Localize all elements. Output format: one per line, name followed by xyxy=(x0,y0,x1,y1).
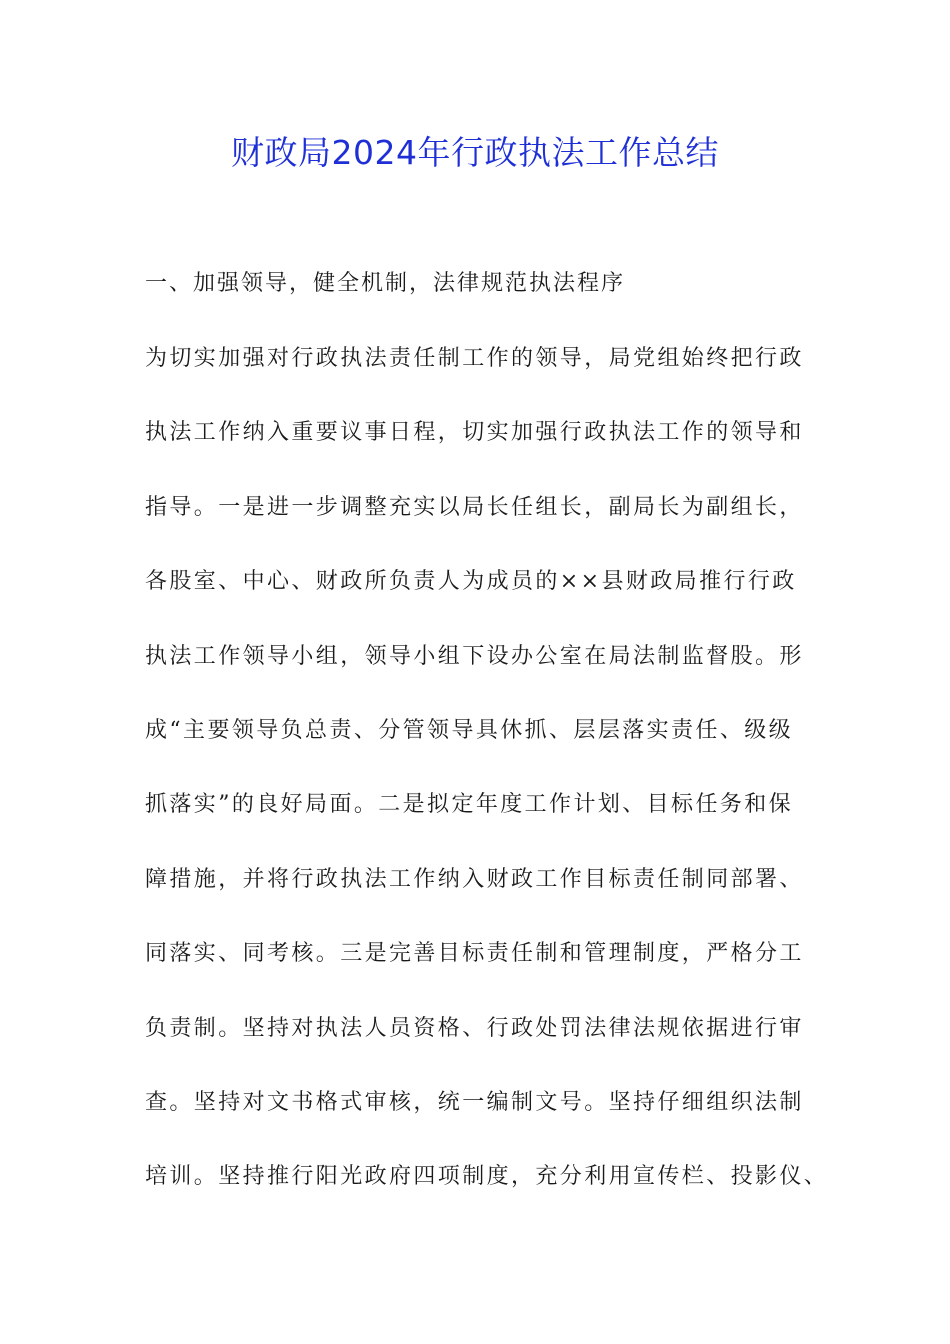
paragraph-line: 指导。一是进一步调整充实以局长任组长，副局长为副组长， xyxy=(145,494,804,520)
paragraph-line: 查。坚持对文书格式审核，统一编制文号。坚持仔细组织法制 xyxy=(145,1089,804,1115)
paragraph-line: 执法工作领导小组，领导小组下设办公室在局法制监督股。形 xyxy=(145,643,804,669)
document-title: 财政局2024年行政执法工作总结 xyxy=(231,133,719,172)
paragraph-line: 负责制。坚持对执法人员资格、行政处罚法律法规依据进行审 xyxy=(145,1015,804,1041)
paragraph-line: 成“主要领导负总责、分管领导具休抓、层层落实责任、级级 xyxy=(145,717,794,743)
body-paragraph xyxy=(145,339,829,1232)
paragraph-line: 执法工作纳入重要议事日程，切实加强行政执法工作的领导和 xyxy=(145,420,804,446)
section-heading: 一、加强领导，健全机制，法律规范执法程序 xyxy=(145,271,626,296)
paragraph-line: 各股室、中心、财政所负责人为成员的××县财政局推行行政 xyxy=(145,569,797,595)
paragraph-line: 障措施，并将行政执法工作纳入财政工作目标责任制同部署、 xyxy=(145,866,804,892)
paragraph-line: 同落实、同考核。三是完善目标责任制和管理制度，严格分工 xyxy=(145,941,804,967)
paragraph-line: 为切实加强对行政执法责任制工作的领导，局党组始终把行政 xyxy=(145,346,804,371)
paragraph-line: 抓落实”的良好局面。二是拟定年度工作计划、目标任务和保 xyxy=(145,792,794,818)
paragraph-line: 培训。坚持推行阳光政府四项制度，充分利用宣传栏、投影仪、 xyxy=(145,1164,829,1190)
